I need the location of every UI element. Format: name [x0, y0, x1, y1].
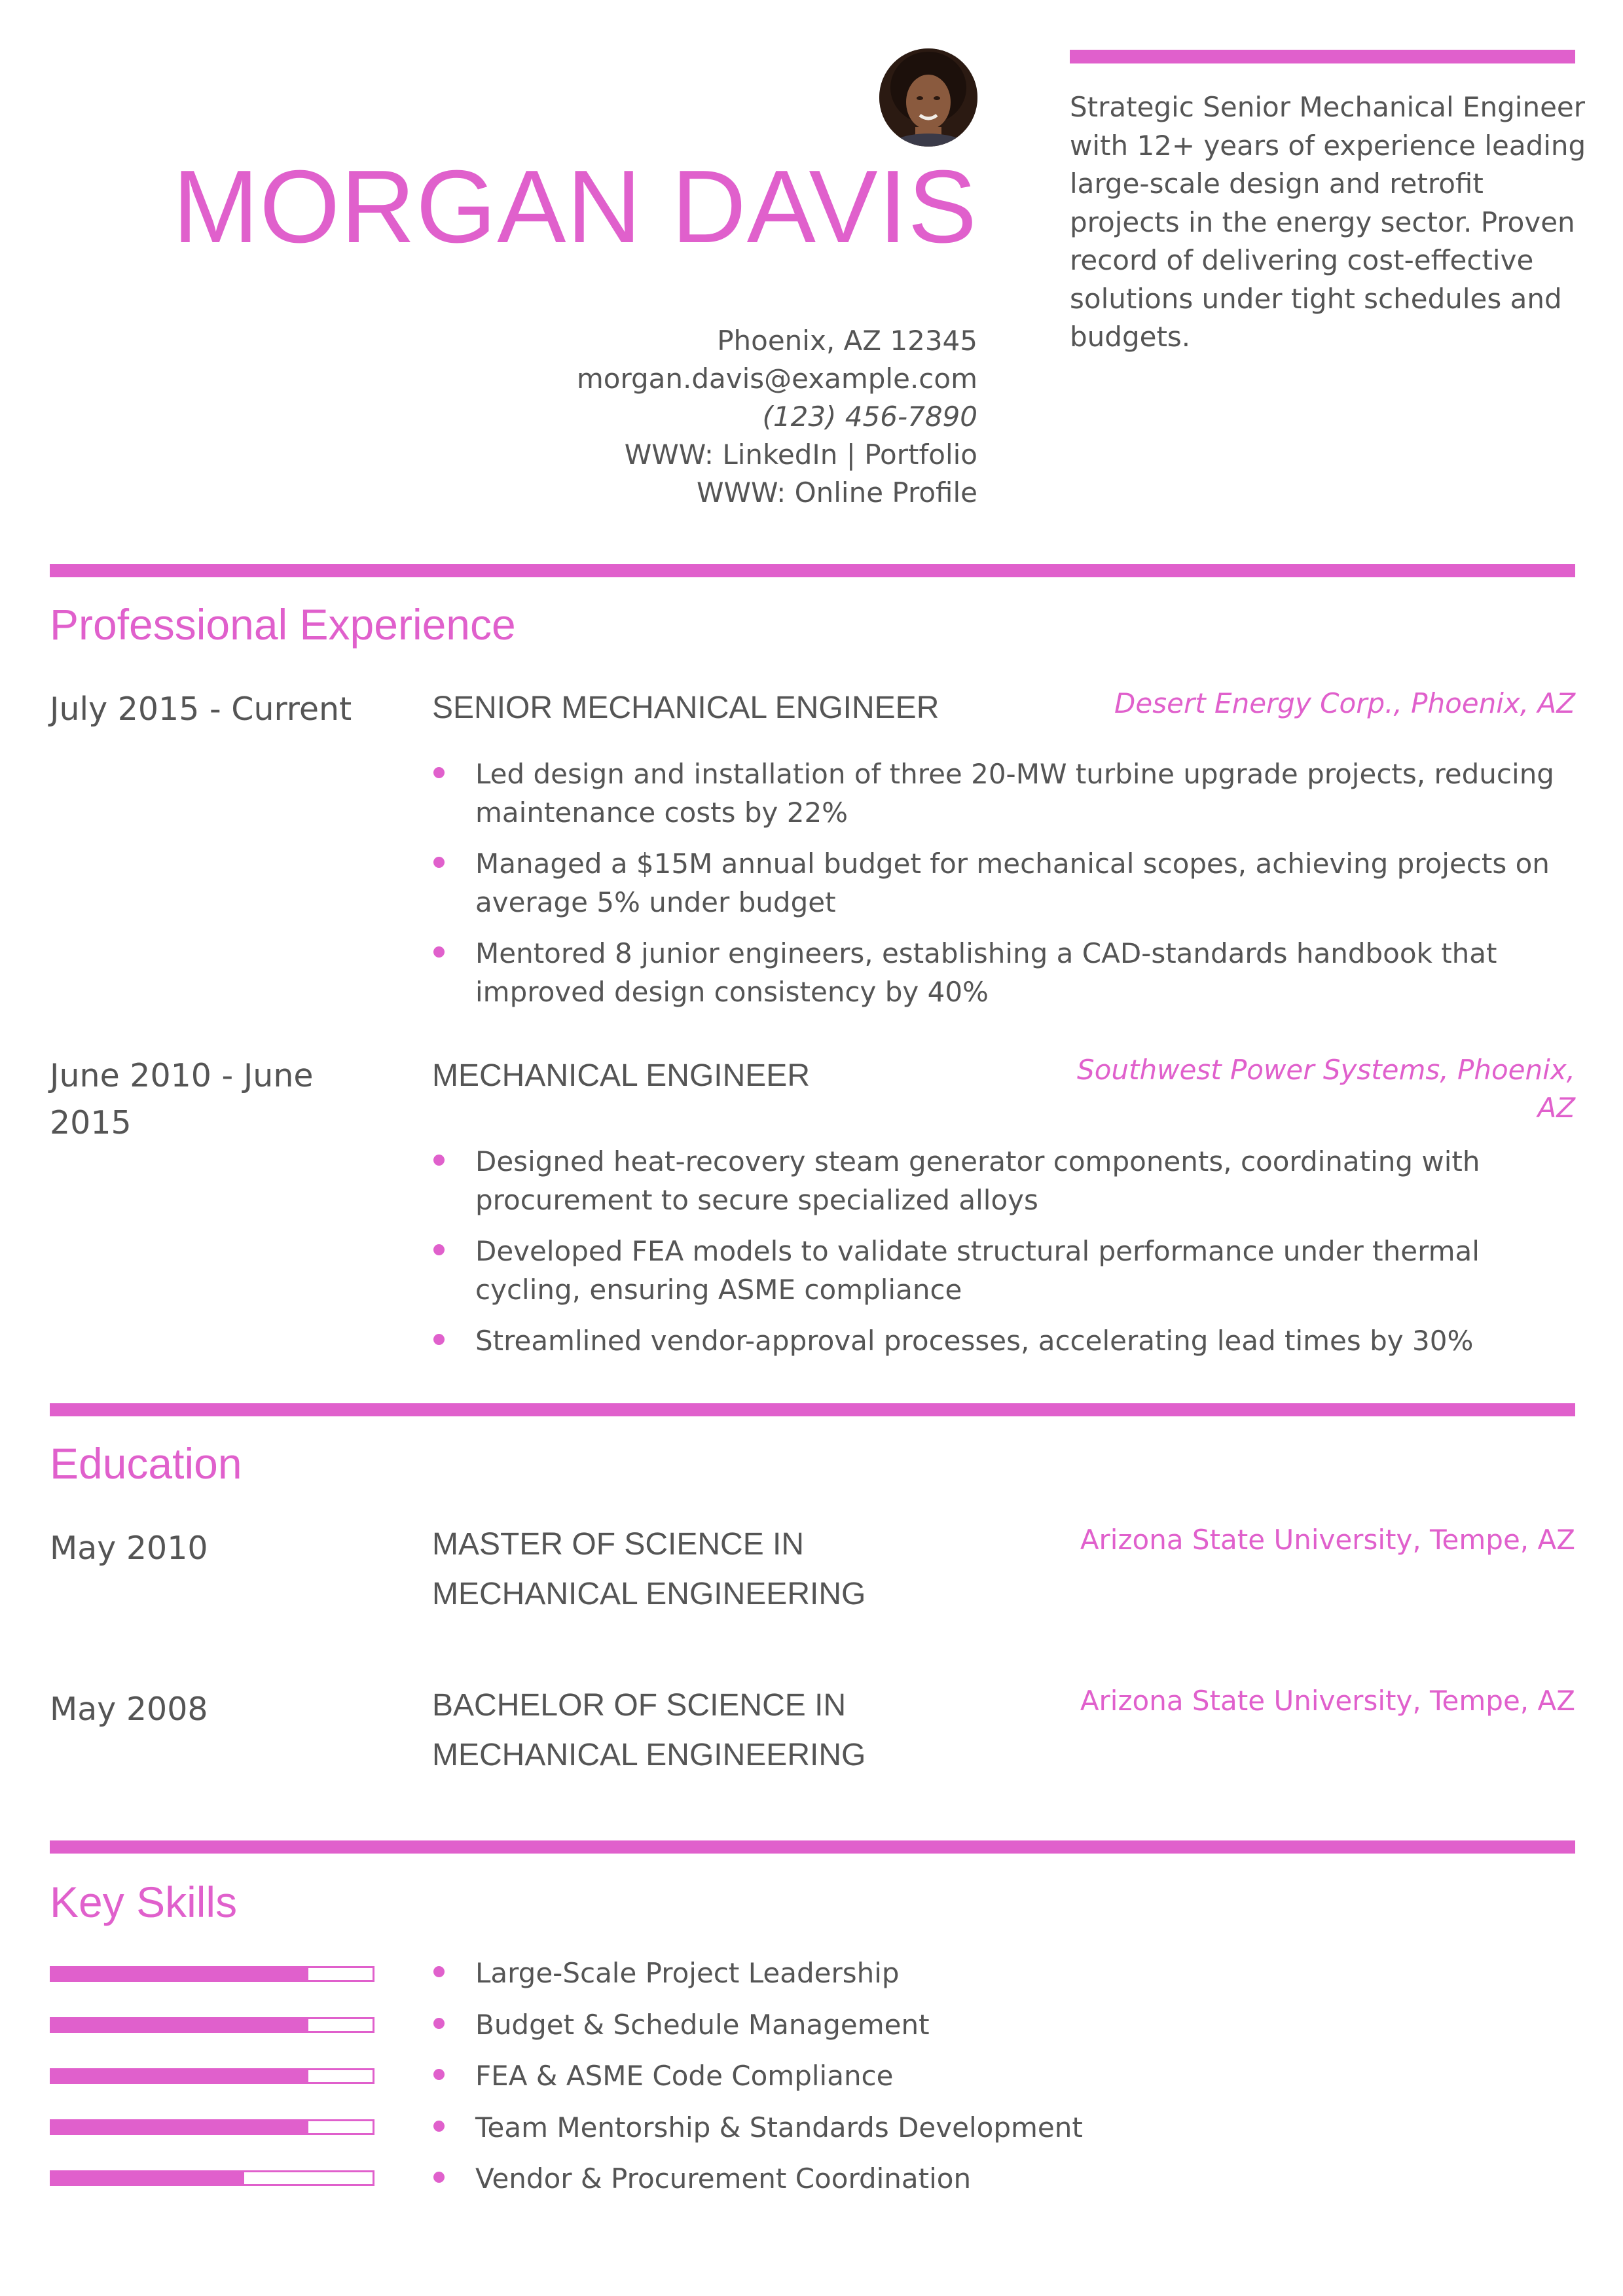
- skill-level-bar: [50, 2068, 374, 2084]
- section-divider-education: [50, 1403, 1575, 1416]
- skill-level-fill: [52, 1968, 308, 1980]
- bullet-icon: [433, 2172, 445, 2183]
- list-item: FEA & ASME Code Compliance: [432, 2057, 1578, 2096]
- job-dates: June 2010 - June 2015: [50, 1057, 314, 1141]
- section-title-experience: Professional Experience: [50, 600, 516, 649]
- list-item: Led design and installation of three 20-MW turbine upgrade projects, reducing maintenance costs by 22%: [432, 755, 1578, 832]
- list-item: Managed a $15M annual budget for mechanical scopes, achieving projects on average 5% under budget: [432, 845, 1578, 922]
- skill-level-bar: [50, 2017, 374, 2033]
- skill-level-bar: [50, 2119, 374, 2135]
- bullet-icon: [433, 767, 445, 778]
- education-date: May 2008: [50, 1691, 208, 1728]
- bullet-icon: [433, 2069, 445, 2080]
- list-item: Designed heat-recovery steam generator components, coordinating with procurement to secure specialized alloys: [432, 1143, 1578, 1219]
- list-item: Budget & Schedule Management: [432, 2006, 1578, 2045]
- summary-top-rule: [1070, 50, 1575, 63]
- job-company: Southwest Power Systems, Phoenix, AZ: [1077, 1054, 1575, 1124]
- bullet-icon: [433, 1334, 445, 1345]
- section-divider-skills: [50, 1840, 1575, 1854]
- job-company: Desert Energy Corp., Phoenix, AZ: [1114, 687, 1575, 719]
- bullet-icon: [433, 2018, 445, 2029]
- skill-level-bar: [50, 1966, 374, 1982]
- contact-phone[interactable]: (123) 456-7890: [762, 401, 977, 433]
- skills-list: [432, 1954, 1578, 2212]
- list-item: Large-Scale Project Leadership: [432, 1954, 1578, 1993]
- degree-line-1: MASTER OF SCIENCE IN: [432, 1527, 805, 1562]
- school-name: Arizona State University, Tempe, AZ: [1080, 1685, 1575, 1717]
- job-bullets: [432, 755, 1578, 1024]
- bullet-icon: [433, 946, 445, 958]
- bullet-icon: [433, 1244, 445, 1255]
- professional-summary: Strategic Senior Mechanical Engineer with 12+ years of experience leading large-scale design and retrofit projects in the energy sector. Proven record of delivering cost-effective solutions under tight schedules and budgets.: [1070, 91, 1586, 353]
- section-divider-experience: [50, 564, 1575, 577]
- skill-level-fill: [52, 2070, 308, 2082]
- job-title: SENIOR MECHANICAL ENGINEER: [432, 691, 939, 725]
- contact-links[interactable]: WWW: LinkedIn | Portfolio: [624, 439, 977, 471]
- section-title-skills: Key Skills: [50, 1878, 238, 1926]
- skill-level-fill: [52, 2172, 244, 2184]
- skill-level-fill: [52, 2121, 308, 2133]
- degree-line-2: MECHANICAL ENGINEERING: [432, 1577, 866, 1611]
- contact-email[interactable]: morgan.davis@example.com: [576, 363, 977, 395]
- school-name: Arizona State University, Tempe, AZ: [1080, 1524, 1575, 1556]
- job-bullets: [432, 1143, 1578, 1374]
- list-item: Mentored 8 junior engineers, establishing a CAD-standards handbook that improved design consistency by 40%: [432, 935, 1578, 1011]
- candidate-name: MORGAN DAVIS: [172, 149, 977, 264]
- contact-profile[interactable]: WWW: Online Profile: [696, 476, 977, 509]
- job-dates: July 2015 - Current: [50, 691, 352, 728]
- bullet-icon: [433, 1155, 445, 1166]
- bullet-icon: [433, 857, 445, 868]
- profile-photo: [879, 48, 977, 147]
- contact-block: [577, 322, 977, 512]
- list-item: Streamlined vendor-approval processes, accelerating lead times by 30%: [432, 1322, 1578, 1361]
- education-date: May 2010: [50, 1530, 208, 1567]
- bullet-icon: [433, 2121, 445, 2132]
- degree-line-2: MECHANICAL ENGINEERING: [432, 1738, 866, 1772]
- list-item: Developed FEA models to validate structural performance under thermal cycling, ensuring ASME compliance: [432, 1232, 1578, 1309]
- list-item: Team Mentorship & Standards Development: [432, 2109, 1578, 2147]
- skill-level-bar: [50, 2170, 374, 2186]
- section-title-education: Education: [50, 1439, 242, 1488]
- skill-level-fill: [52, 2019, 308, 2031]
- contact-location: Phoenix, AZ 12345: [717, 325, 977, 357]
- degree-line-1: BACHELOR OF SCIENCE IN: [432, 1688, 847, 1723]
- avatar-portrait-icon: [879, 48, 977, 147]
- bullet-icon: [433, 1966, 445, 1977]
- list-item: Vendor & Procurement Coordination: [432, 2160, 1578, 2198]
- job-title: MECHANICAL ENGINEER: [432, 1058, 810, 1093]
